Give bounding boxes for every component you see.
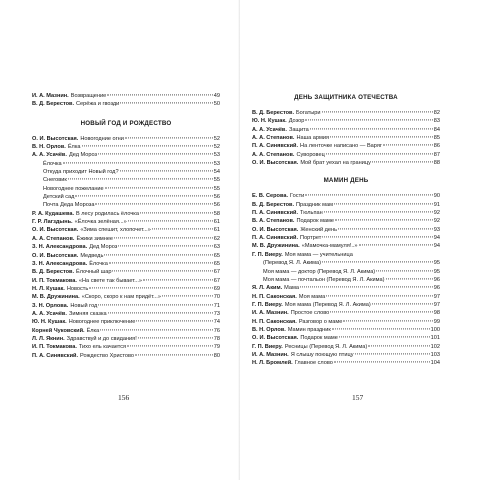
toc-entry: [32, 335, 220, 343]
entry-author: И. А. Мазнин.: [252, 310, 289, 317]
dot-leader: [305, 195, 433, 196]
entry-title: Серёжа и гвозди: [76, 101, 120, 108]
entry-page-number: 70: [213, 294, 220, 301]
toc-entry: [32, 260, 220, 268]
entry-author: П. А. Синявский.: [252, 210, 299, 217]
toc-entry: [32, 277, 220, 285]
entry-page-number: 80: [213, 352, 220, 359]
dot-leader: [143, 279, 213, 280]
toc-entry: [252, 351, 440, 359]
dot-leader: [136, 321, 212, 322]
toc-entry: [32, 143, 220, 151]
entry-page-number: 96: [433, 285, 440, 292]
toc-entry: [32, 252, 220, 260]
entry-page-number: 55: [213, 185, 220, 192]
dot-leader: [162, 296, 213, 297]
entry-page-number: 96: [433, 276, 440, 283]
entry-title: На ленточке написано — Варяг: [300, 143, 382, 150]
dot-leader: [135, 354, 213, 355]
entry-title: Возвращение: [70, 93, 107, 99]
entry-author: В. Н. Орлов.: [32, 144, 66, 151]
dot-leader: [322, 262, 433, 263]
entry-title: Новый год: [70, 302, 98, 309]
entry-page-number: 58: [213, 210, 220, 217]
entry-page-number: 65: [213, 252, 220, 259]
entry-title: «На свете так бывает...»: [78, 277, 142, 284]
defender-day-entries: [252, 109, 440, 167]
dot-leader: [138, 337, 213, 338]
toc-entry: [252, 259, 440, 267]
entry-author: Н. Л. Бромлей.: [252, 360, 293, 367]
entry-page-number: 88: [433, 160, 440, 167]
entry-title: Главное слово: [294, 360, 333, 367]
entry-page-number: 54: [213, 169, 220, 176]
entry-author: З. Н. Орлова.: [32, 302, 69, 309]
entry-title: Подарок маме: [300, 335, 338, 342]
dot-leader: [127, 346, 213, 347]
entry-title: Ёлочный шар: [76, 269, 112, 276]
entry-page-number: 93: [433, 226, 440, 233]
dot-leader: [372, 161, 433, 162]
entry-title: Снеговик: [43, 177, 67, 184]
toc-entry: [32, 160, 220, 168]
toc-entry: [252, 226, 440, 234]
toc-entry: [32, 193, 220, 201]
entry-page-number: 55: [213, 177, 220, 184]
entry-author: О. И. Высотская.: [32, 135, 79, 142]
entry-title: Моя мама — доктор (Перевод Я. Л. Акима): [263, 268, 376, 275]
dot-leader: [376, 270, 433, 271]
toc-entry: [252, 309, 440, 317]
entry-page-number: 78: [213, 335, 220, 342]
entry-title: Детский сад: [43, 194, 75, 201]
entry-title: Тихо ель качается: [78, 344, 127, 351]
entry-author: Г. Р. Лагздынь.: [32, 219, 73, 226]
dot-leader: [339, 337, 430, 338]
entry-author: П. А. Синявский.: [252, 143, 299, 150]
entry-page-number: 98: [433, 310, 440, 317]
toc-entry: [32, 168, 220, 176]
entry-page-number: 74: [213, 319, 220, 326]
dot-leader: [89, 287, 212, 288]
entry-page-number: 90: [433, 193, 440, 200]
entry-author: В. Д. Берестов.: [32, 269, 75, 276]
entry-author: И. П. Токмакова.: [32, 277, 77, 284]
dot-leader: [68, 179, 213, 180]
toc-entry: [32, 285, 220, 293]
dot-leader: [104, 254, 212, 255]
toc-entry: [252, 217, 440, 225]
entry-author: П. А. Синявский.: [252, 235, 299, 242]
entry-title: Рождество Христово: [80, 352, 135, 359]
entry-page-number: 71: [213, 302, 220, 309]
entry-author: Н. П. Саконская.: [252, 318, 297, 325]
left-top-entries: [32, 92, 220, 109]
entry-page-number: 50: [213, 101, 220, 108]
entry-page-number: 53: [213, 160, 220, 167]
dot-leader: [322, 111, 433, 112]
dot-leader: [324, 211, 433, 212]
entry-page-number: 49: [213, 93, 220, 99]
toc-entry: [252, 343, 440, 351]
entry-author: Г. П. Виеру.: [252, 251, 283, 258]
entry-author: А. А. Усачёв.: [252, 126, 287, 133]
entry-page-number: 56: [213, 202, 220, 209]
dot-leader: [98, 304, 212, 305]
entry-title: Портрет: [300, 235, 322, 242]
entry-author: Г. П. Виеру.: [252, 343, 283, 350]
page-number-left: 156: [118, 393, 130, 402]
entry-title: Гости: [290, 193, 305, 200]
entry-author: Г. П. Виеру.: [252, 301, 283, 308]
entry-page-number: 52: [213, 135, 220, 142]
entry-title: Ёлочка: [43, 160, 62, 167]
toc-entry: [32, 135, 220, 143]
entry-title: Ёжики зимнее: [76, 235, 114, 242]
toc-entry: [32, 327, 220, 335]
dot-leader: [326, 153, 433, 154]
dot-leader: [120, 170, 213, 171]
new-year-entries: [32, 135, 220, 360]
entry-title: Моя мама (Перевод Я. Л. Акима): [284, 301, 371, 308]
toc-entry: [32, 343, 220, 351]
entry-page-number: 99: [433, 318, 440, 325]
entry-title: Я слышу поющую птицу: [290, 351, 354, 358]
entry-title: Мамин праздник: [287, 326, 331, 333]
entry-page-number: 92: [433, 218, 440, 225]
entry-page-number: 79: [213, 344, 220, 351]
dot-leader: [368, 345, 429, 346]
entry-title: Мой брат уехал на границу: [300, 160, 371, 167]
toc-entry: [252, 134, 440, 142]
entry-author: П. А. Синявский.: [32, 352, 79, 359]
entry-page-number: 94: [433, 243, 440, 250]
entry-page-number: 67: [213, 269, 220, 276]
entry-author: Ю. Н. Кушак.: [32, 319, 67, 326]
toc-entry: [252, 192, 440, 200]
entry-page-number: 102: [430, 343, 440, 350]
toc-entry: [252, 234, 440, 242]
entry-page-number: 61: [213, 219, 220, 226]
entry-author: Я. Л. Аким.: [252, 285, 283, 292]
toc-entry: [252, 284, 440, 292]
entry-author: Л. Л. Якнин.: [32, 335, 65, 342]
dot-leader: [343, 320, 432, 321]
toc-entry: [252, 201, 440, 209]
entry-author: А. А. Усачёв.: [32, 310, 67, 317]
entry-author: А. А. Степанов.: [252, 151, 295, 158]
entry-title: «Ёлочка зелёная...»: [74, 219, 127, 226]
entry-title: Суворовец: [296, 151, 325, 158]
toc-entry: [32, 226, 220, 234]
entry-author: И. А. Мазнин.: [32, 93, 69, 99]
entry-author: О. И. Высотская.: [32, 227, 79, 234]
toc-entry: [32, 210, 220, 218]
toc-entry: [32, 293, 220, 301]
entry-page-number: 97: [433, 301, 440, 308]
toc-entry: [252, 142, 440, 150]
entry-title: Медведь: [80, 252, 104, 259]
page-number-right: 157: [352, 393, 364, 402]
toc-entry: [252, 318, 440, 326]
entry-author: И. П. Токмакова.: [32, 344, 77, 351]
entry-title: В лесу родилась ёлочка: [76, 210, 139, 217]
entry-title: Новость: [66, 285, 89, 292]
entry-title: Моя мама — учительница: [284, 251, 353, 258]
entry-author: М. В. Дружинина.: [32, 294, 80, 301]
entry-page-number: 56: [213, 194, 220, 201]
entry-author: Корней Чуковский.: [32, 327, 85, 334]
entry-author: Р. А. Кудашева.: [32, 210, 74, 217]
dot-leader: [118, 246, 212, 247]
entry-author: Ю. Н. Кушак.: [252, 118, 287, 125]
dot-leader: [105, 187, 213, 188]
dot-leader: [372, 303, 433, 304]
dot-leader: [330, 136, 433, 137]
entry-page-number: 103: [430, 351, 440, 358]
toc-entry: [32, 243, 220, 251]
dot-leader: [95, 204, 212, 205]
entry-title: Новогоднее пожелание: [43, 185, 104, 192]
entry-page-number: 53: [213, 152, 220, 159]
entry-page-number: 101: [430, 335, 440, 342]
entry-title: Ёлка: [67, 144, 81, 151]
entry-title: Наша армия: [296, 135, 329, 142]
left-toc: [32, 92, 220, 360]
toc-entry: [32, 218, 220, 226]
toc-entry: [252, 126, 440, 134]
toc-entry: [252, 359, 440, 367]
entry-author: В. А. Степанов.: [252, 218, 295, 225]
entry-author: Е. В. Серова.: [252, 193, 289, 200]
entry-page-number: 52: [213, 144, 220, 151]
entry-page-number: 95: [433, 260, 440, 267]
entry-author: А. А. Степанов.: [32, 235, 75, 242]
entry-title: Женский день: [300, 226, 338, 233]
toc-entry: [32, 352, 220, 360]
dot-leader: [359, 245, 433, 246]
entry-title: Богатыри: [296, 110, 321, 116]
toc-entry: [32, 185, 220, 193]
entry-title: Моя мама — почтальон (Перевод Я. Л. Акима): [263, 276, 385, 283]
dot-leader: [355, 353, 430, 354]
entry-title: Дед Мороз: [68, 152, 98, 159]
entry-page-number: 69: [213, 285, 220, 292]
dot-leader: [338, 228, 433, 229]
entry-page-number: 92: [433, 210, 440, 217]
entry-page-number: 65: [213, 260, 220, 267]
toc-entry: [32, 302, 220, 310]
dot-leader: [326, 295, 433, 296]
entry-title: Зимняя сказка: [68, 310, 107, 317]
toc-entry: [32, 268, 220, 276]
toc-entry: [252, 209, 440, 217]
dot-leader: [140, 212, 213, 213]
toc-entry: [252, 276, 440, 284]
entry-page-number: 100: [430, 326, 440, 333]
entry-page-number: 76: [213, 327, 220, 334]
entry-title: Подарок маме: [296, 218, 334, 225]
toc-entry: [252, 326, 440, 334]
entry-author: И. А. Мазнин.: [252, 351, 289, 358]
dot-leader: [109, 262, 213, 263]
entry-title: «Зима спешит, хлопочет...»: [80, 227, 151, 234]
entry-title: Защита: [288, 126, 309, 133]
entry-title: Дед Мороз: [89, 244, 118, 251]
entry-title: Простое слово: [290, 310, 330, 317]
entry-page-number: 82: [433, 110, 440, 116]
entry-title: Разговор о маме: [298, 318, 343, 325]
entry-author: М. В. Дружинина.: [252, 243, 300, 250]
entry-title: Новогоднее приключение: [68, 319, 136, 326]
dot-leader: [125, 137, 213, 138]
dot-leader: [112, 271, 212, 272]
toc-entry: [32, 235, 220, 243]
toc-entry: [252, 301, 440, 309]
entry-title: «Скоро, скоро к нам придёт...»: [81, 294, 161, 301]
toc-entry: [32, 176, 220, 184]
entry-author: А. А. Степанов.: [252, 135, 295, 142]
dot-leader: [114, 237, 213, 238]
entry-title: Почта Деда Мороза: [43, 202, 95, 209]
dot-leader: [386, 278, 433, 279]
toc-entry: [252, 117, 440, 125]
entry-page-number: 97: [433, 293, 440, 300]
dot-leader: [300, 287, 433, 288]
toc-entry: [252, 251, 440, 259]
right-toc: [252, 94, 440, 368]
toc-entry: [252, 109, 440, 117]
entry-page-number: 104: [430, 360, 440, 367]
toc-entry: [252, 151, 440, 159]
entry-title: (Перевод Я. Л. Акима): [263, 260, 321, 267]
entry-title: Здравствуй и до свидания!: [66, 335, 137, 342]
entry-title: Мама: [284, 285, 299, 292]
entry-page-number: 87: [433, 151, 440, 158]
entry-page-number: 61: [213, 227, 220, 234]
toc-entry: [32, 92, 220, 100]
entry-title: Тюльпан: [300, 210, 323, 217]
entry-author: З. Н. Александрова.: [32, 260, 88, 267]
entry-author: О. И. Высотская.: [252, 335, 299, 342]
toc-entry: [252, 334, 440, 342]
dot-leader: [305, 120, 432, 121]
dot-leader: [108, 312, 213, 313]
toc-entry: [252, 159, 440, 167]
toc-entry: [32, 201, 220, 209]
entry-author: В. Д. Берестов.: [32, 101, 75, 108]
entry-author: О. И. Высотская.: [252, 160, 299, 167]
entry-author: З. Н. Александрова.: [32, 244, 88, 251]
entry-title: Новогодние огни: [80, 135, 124, 142]
entry-title: Откуда приходит Новый год?: [43, 169, 119, 176]
dot-leader: [334, 203, 433, 204]
dot-leader: [98, 154, 213, 155]
toc-entry: [252, 242, 440, 250]
dot-leader: [128, 221, 213, 222]
toc-entry: [32, 310, 220, 318]
entry-page-number: 85: [433, 135, 440, 142]
dot-leader: [332, 328, 430, 329]
dot-leader: [120, 103, 212, 104]
right-page: [240, 0, 480, 480]
toc-entry: [252, 268, 440, 276]
toc-entry: [32, 151, 220, 159]
entry-author: Н. Л. Кушак.: [32, 285, 65, 292]
dot-leader: [152, 229, 213, 230]
entry-page-number: 94: [433, 235, 440, 242]
dot-leader: [100, 329, 213, 330]
entry-author: В. Д. Берестов.: [252, 201, 295, 208]
section-title-mothers-day: МАМИН ДЕНЬ: [323, 177, 369, 185]
entry-author: О. И. Высотская.: [32, 252, 79, 259]
dot-leader: [82, 145, 213, 146]
entry-author: В. Д. Берестов.: [252, 110, 295, 116]
section-title-new-year: НОВЫЙ ГОД И РОЖДЕСТВО: [80, 119, 172, 127]
dot-leader: [383, 145, 433, 146]
entry-author: Н. П. Саконская.: [252, 293, 297, 300]
dot-leader: [334, 362, 430, 363]
entry-page-number: 95: [433, 268, 440, 275]
entry-page-number: 83: [433, 118, 440, 125]
entry-page-number: 67: [213, 277, 220, 284]
entry-title: Ёлочка: [89, 260, 108, 267]
entry-page-number: 86: [433, 143, 440, 150]
entry-title: Дозор: [288, 118, 305, 125]
entry-title: Ресницы (Перевод Я. Л. Акима): [284, 343, 368, 350]
dot-leader: [310, 128, 433, 129]
entry-title: Праздник мам: [296, 201, 333, 208]
dot-leader: [322, 237, 432, 238]
entry-title: Ёлка: [86, 327, 100, 334]
entry-title: Моя мама: [298, 293, 326, 300]
entry-page-number: 91: [433, 201, 440, 208]
entry-author: А. А. Усачёв.: [32, 152, 67, 159]
dot-leader: [75, 195, 212, 196]
entry-page-number: 84: [433, 126, 440, 133]
entry-page-number: 62: [213, 235, 220, 242]
entry-title: «Мамочка-мамуля!..»: [301, 243, 358, 250]
entry-page-number: 73: [213, 310, 220, 317]
entry-author: В. Н. Орлов.: [252, 326, 286, 333]
dot-leader: [330, 312, 432, 313]
toc-entry: [252, 293, 440, 301]
toc-entry: [32, 100, 220, 108]
entry-page-number: 63: [213, 244, 220, 251]
dot-leader: [107, 94, 213, 95]
entry-author: О. И. Высотская.: [252, 226, 299, 233]
toc-entry: [32, 318, 220, 326]
section-title-defender-day: ДЕНЬ ЗАЩИТНИКА ОТЕЧЕСТВА: [294, 94, 398, 101]
dot-leader: [63, 162, 213, 163]
mothers-day-entries: [252, 192, 440, 367]
dot-leader: [335, 220, 433, 221]
